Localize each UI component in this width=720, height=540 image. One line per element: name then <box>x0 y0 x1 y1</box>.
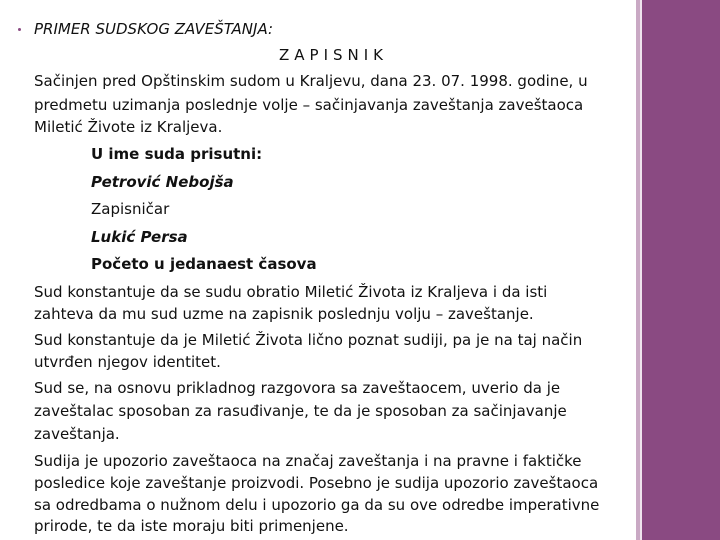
intro-line: predmetu uzimanja poslednje volje – sačinjavanja zaveštanja zaveštaoca <box>34 96 584 114</box>
paragraph-line: Sudija je upozorio zaveštaoca na značaj zaveštanja i na pravne i faktičke <box>34 452 582 470</box>
recorder-label: Zapisničar <box>91 200 170 218</box>
paragraph-line: utvrđen njegov identitet. <box>34 353 221 371</box>
paragraph-line: Sud se, na osnovu prikladnog razgovora sa zaveštaocem, uverio da je <box>34 379 561 397</box>
present-label: U ime suda prisutni: <box>91 145 263 163</box>
intro-line: Miletić Živote iz Kraljeva. <box>34 118 223 136</box>
start-time: Početo u jedanaest časova <box>91 255 317 273</box>
document-title: ZAPISNIK <box>279 46 389 64</box>
paragraph-line: Sud konstantuje da je Miletić Života lično poznat sudiji, pa je na taj način <box>34 331 583 349</box>
paragraph-line: zaveštalac sposoban za rasuđivanje, te da je sposoban za sačinjavanje <box>34 402 567 420</box>
decorative-stripe-wide <box>642 0 720 540</box>
intro-line: Sačinjen pred Opštinskim sudom u Kraljevu, dana 23. 07. 1998. godine, u <box>34 72 588 90</box>
slide-heading: PRIMER SUDSKOG ZAVEŠTANJA: <box>34 20 274 38</box>
judge-name: Petrović Nebojša <box>91 173 234 191</box>
paragraph-line: sa odredbama o nužnom delu i upozorio ga da su ove odredbe imperativne <box>34 496 600 514</box>
paragraph-line: zahteva da mu sud uzme na zapisnik poslednju volju – zaveštanje. <box>34 305 534 323</box>
recorder-name: Lukić Persa <box>91 228 188 246</box>
paragraph-line: prirode, te da iste moraju biti primenjene. <box>34 517 349 535</box>
paragraph-line: Sud konstantuje da se sudu obratio Miletić Života iz Kraljeva i da isti <box>34 283 548 301</box>
paragraph-line: zaveštanja. <box>34 425 120 443</box>
paragraph-line: posledice koje zaveštanje proizvodi. Posebno je sudija upozorio zaveštaoca <box>34 474 599 492</box>
bullet-icon <box>18 28 21 31</box>
